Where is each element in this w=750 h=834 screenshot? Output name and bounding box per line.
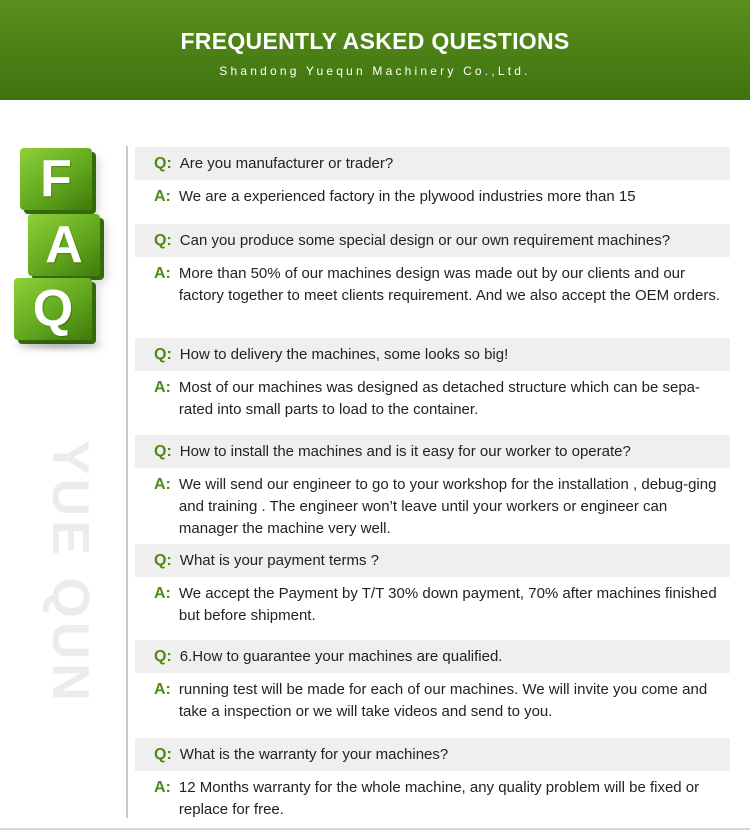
answer-row	[135, 257, 730, 307]
faq-item	[135, 640, 730, 723]
question-row	[135, 338, 730, 371]
question-row	[135, 544, 730, 577]
faq-item	[135, 338, 730, 421]
answer-marker: A:	[154, 265, 171, 282]
faq-item	[135, 544, 730, 627]
page-title: FREQUENTLY ASKED QUESTIONS	[180, 28, 570, 54]
faq-cube-f: F	[20, 148, 92, 210]
question-text: Are you manufacturer or trader?	[179, 155, 394, 172]
answer-row	[135, 180, 730, 208]
answer-text: Most of our machines was designed as detached structure which can be sepa-rated into small parts to load to the container.	[178, 379, 701, 418]
question-marker: Q:	[154, 442, 172, 460]
answer-text: More than 50% of our machines design was made out by our clients and our factory together to meet clients requirement. And we also accept the OEM orders.	[178, 265, 720, 304]
cube-shadow	[10, 338, 110, 352]
question-row	[135, 640, 730, 673]
watermark-text: YUE QUN	[41, 440, 99, 705]
question-row	[135, 435, 730, 468]
answer-text: 12 Months warranty for the whole machine, any quality problem will be fixed or replace for free.	[178, 779, 700, 818]
question-marker: Q:	[154, 154, 172, 172]
question-text: 6.How to guarantee your machines are qualified.	[179, 648, 503, 665]
footer-divider	[0, 828, 750, 830]
answer-row	[135, 468, 730, 540]
answer-marker: A:	[154, 379, 171, 396]
question-text: Can you produce some special design or our own requirement machines?	[179, 232, 671, 249]
faq-cube-q: Q	[14, 278, 92, 340]
company-name: Shandong Yuequn Machinery Co.,Ltd.	[219, 64, 531, 78]
answer-marker: A:	[154, 779, 171, 796]
answer-row	[135, 771, 730, 821]
question-marker: Q:	[154, 551, 172, 569]
faq-item	[135, 147, 730, 208]
vertical-divider	[126, 146, 128, 818]
answer-row	[135, 577, 730, 627]
answer-row	[135, 371, 730, 421]
answer-text: We are a experienced factory in the plywood industries more than 15	[178, 188, 636, 205]
answer-marker: A:	[154, 681, 171, 698]
answer-marker: A:	[154, 476, 171, 493]
faq-item	[135, 224, 730, 307]
question-marker: Q:	[154, 231, 172, 249]
faq-cube-a: A	[28, 214, 100, 276]
question-marker: Q:	[154, 345, 172, 363]
question-text: What is your payment terms ?	[179, 552, 380, 569]
answer-marker: A:	[154, 585, 171, 602]
question-row	[135, 738, 730, 771]
answer-row	[135, 673, 730, 723]
answer-text: We accept the Payment by T/T 30% down payment, 70% after machines finished but before shipment.	[178, 585, 717, 624]
question-text: How to delivery the machines, some looks so big!	[179, 346, 509, 363]
question-marker: Q:	[154, 745, 172, 763]
answer-text: We will send our engineer to go to your workshop for the installation , debug-ging and training . The engineer won’t leave until your workers or engineer can manager the machine very well.	[178, 476, 717, 537]
faq-item	[135, 435, 730, 540]
question-row	[135, 224, 730, 257]
faq-item	[135, 738, 730, 821]
question-marker: Q:	[154, 647, 172, 665]
question-row	[135, 147, 730, 180]
question-text: How to install the machines and is it easy for our worker to operate?	[179, 443, 631, 460]
answer-text: running test will be made for each of our machines. We will invite you come and take a inspection or we will take videos and send to you.	[178, 681, 708, 720]
page-header	[0, 0, 750, 100]
answer-marker: A:	[154, 188, 171, 205]
question-text: What is the warranty for your machines?	[179, 746, 449, 763]
